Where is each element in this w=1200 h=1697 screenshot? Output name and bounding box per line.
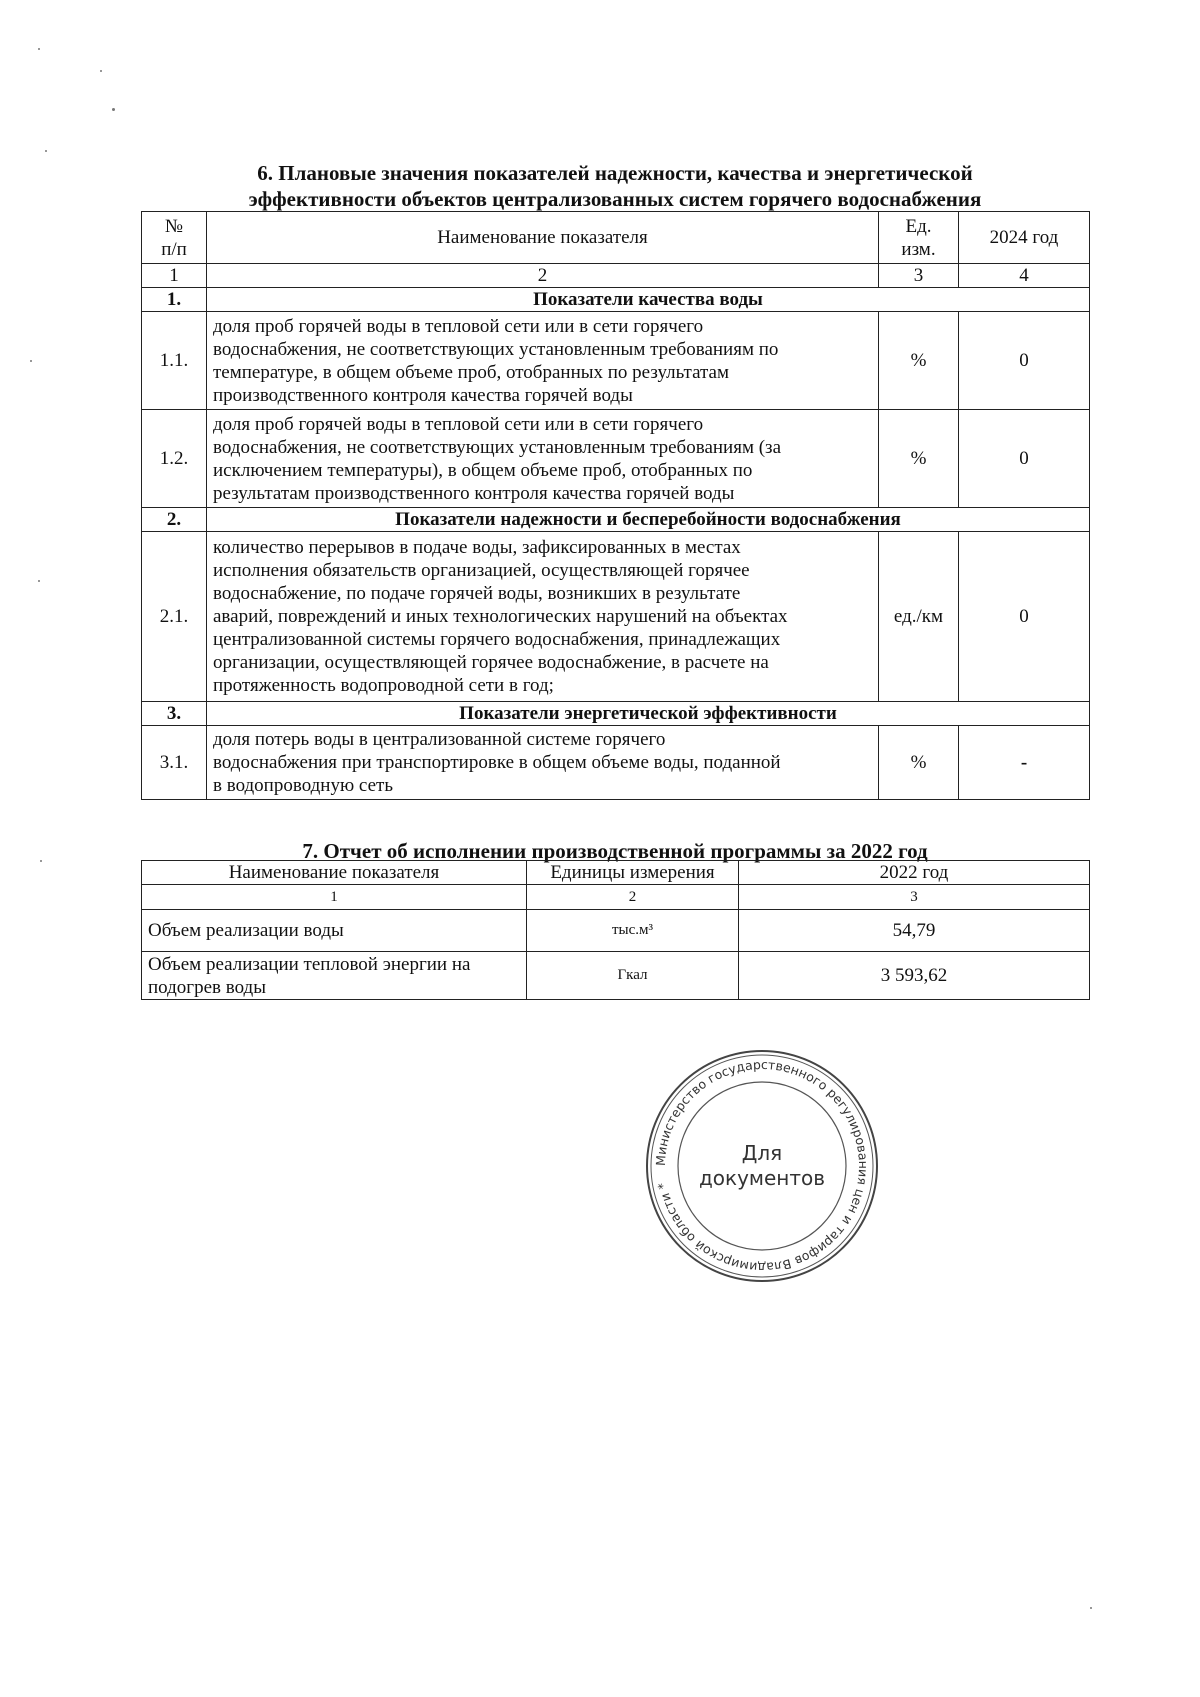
row-name: Объем реализации воды bbox=[142, 910, 527, 952]
row-value: - bbox=[959, 726, 1090, 800]
official-stamp bbox=[644, 1048, 880, 1284]
row-description bbox=[207, 532, 879, 702]
table-row bbox=[142, 952, 1090, 1000]
header-name: Наименование показателя bbox=[142, 861, 527, 885]
group-row bbox=[142, 288, 1090, 312]
table-row bbox=[142, 726, 1090, 800]
header-unit-line-1: Ед. bbox=[905, 215, 932, 237]
description-line: аварий, повреждений и иных технологических нарушений на объектах bbox=[213, 606, 788, 627]
stamp-ring-text: Министерство государственного регулирования цен и тарифов Владимирской области * bbox=[652, 1056, 872, 1276]
header-number-line-1: № bbox=[164, 215, 184, 237]
description-line: температуре, в общем объеме проб, отобранных по результатам bbox=[213, 361, 730, 383]
colnum-3: 3 bbox=[879, 264, 959, 288]
scan-speck bbox=[112, 108, 115, 111]
description-line: водоснабжения при транспортировке в общем объеме воды, поданной bbox=[213, 752, 781, 773]
colnum-2: 2 bbox=[207, 264, 879, 288]
description-line: в водопроводную сеть bbox=[213, 775, 393, 796]
table-row bbox=[142, 312, 1090, 410]
row-value: 3 593,62 bbox=[739, 952, 1090, 1000]
description-line: доля потерь воды в централизованной системе горячего bbox=[213, 729, 666, 750]
row-description bbox=[207, 312, 879, 410]
colnum-1: 1 bbox=[142, 264, 207, 288]
row-unit: % bbox=[879, 410, 959, 508]
header-year: 2024 год bbox=[959, 212, 1090, 264]
description-line: протяженность водопроводной сети в год; bbox=[213, 675, 554, 696]
header-unit bbox=[879, 212, 959, 264]
header-unit: Единицы измерения bbox=[527, 861, 739, 885]
group-title: Показатели надежности и бесперебойности водоснабжения bbox=[207, 508, 1090, 532]
section-6-title bbox=[140, 160, 1090, 212]
scan-speck bbox=[100, 70, 102, 72]
row-value: 0 bbox=[959, 312, 1090, 410]
description-line: водоснабжения, не соответствующих установленным требованиям по bbox=[213, 338, 779, 360]
scan-speck bbox=[38, 48, 40, 50]
table-header-row bbox=[142, 212, 1090, 264]
section-7-title: 7. Отчет об исполнении производственной программы за 2022 год bbox=[302, 839, 928, 863]
group-number: 3. bbox=[142, 702, 207, 726]
header-number bbox=[142, 212, 207, 264]
group-row bbox=[142, 508, 1090, 532]
name-line: Объем реализации тепловой энергии на bbox=[148, 953, 471, 975]
group-title: Показатели качества воды bbox=[207, 288, 1090, 312]
row-unit: Гкал bbox=[527, 952, 739, 1000]
row-number: 1.2. bbox=[142, 410, 207, 508]
description-line: исключением температуры), в общем объеме проб, отобранных по bbox=[213, 459, 753, 481]
description-line: результатам производственного контроля качества горячей воды bbox=[213, 482, 735, 504]
column-number-row bbox=[142, 885, 1090, 910]
colnum-4: 4 bbox=[959, 264, 1090, 288]
group-row bbox=[142, 702, 1090, 726]
table-row bbox=[142, 532, 1090, 702]
description-line: водоснабжения, не соответствующих установленным требованиям (за bbox=[213, 436, 781, 458]
scan-speck bbox=[45, 150, 47, 152]
description-line: доля проб горячей воды в тепловой сети или в сети горячего bbox=[213, 315, 704, 337]
table-row bbox=[142, 910, 1090, 952]
description-line: производственного контроля качества горячей воды bbox=[213, 384, 633, 406]
row-value: 0 bbox=[959, 410, 1090, 508]
group-number: 2. bbox=[142, 508, 207, 532]
row-value: 0 bbox=[959, 532, 1090, 702]
row-number: 1.1. bbox=[142, 312, 207, 410]
header-number-line-2: п/п bbox=[161, 238, 187, 260]
row-name bbox=[142, 952, 527, 1000]
row-description bbox=[207, 726, 879, 800]
header-year: 2022 год bbox=[739, 861, 1090, 885]
column-number-row bbox=[142, 264, 1090, 288]
group-number: 1. bbox=[142, 288, 207, 312]
name-line: подогрев воды bbox=[148, 976, 266, 998]
stamp-center-line-1: Для bbox=[741, 1141, 783, 1165]
scan-speck bbox=[30, 360, 32, 362]
section-6-title-line-2: эффективности объектов централизованных систем горячего водоснабжения bbox=[248, 187, 982, 211]
description-line: доля проб горячей воды в тепловой сети или в сети горячего bbox=[213, 413, 704, 435]
row-unit: % bbox=[879, 312, 959, 410]
table-row bbox=[142, 410, 1090, 508]
description-line: исполнения обязательств организацией, осуществляющей горячее bbox=[213, 560, 750, 581]
table-header-row bbox=[142, 861, 1090, 885]
description-line: количество перерывов в подаче воды, зафиксированных в местах bbox=[213, 537, 741, 558]
row-number: 2.1. bbox=[142, 532, 207, 702]
description-line: водоснабжение, по подаче горячей воды, возникших в результате bbox=[213, 583, 741, 604]
description-line: организации, осуществляющей горячее водоснабжение, в расчете на bbox=[213, 652, 769, 673]
colnum-2: 2 bbox=[527, 885, 739, 910]
row-value: 54,79 bbox=[739, 910, 1090, 952]
description-line: централизованной системы горячего водоснабжения, принадлежащих bbox=[213, 629, 781, 650]
report-table bbox=[141, 860, 1090, 1000]
indicators-table bbox=[141, 211, 1090, 800]
colnum-1: 1 bbox=[142, 885, 527, 910]
group-title: Показатели энергетической эффективности bbox=[207, 702, 1090, 726]
header-name: Наименование показателя bbox=[207, 212, 879, 264]
stamp-center-line-2: документов bbox=[698, 1166, 826, 1190]
scan-speck bbox=[38, 580, 40, 582]
scan-speck bbox=[40, 860, 42, 862]
row-unit: % bbox=[879, 726, 959, 800]
row-unit: ед./км bbox=[879, 532, 959, 702]
header-unit-line-2: изм. bbox=[901, 238, 936, 260]
row-description bbox=[207, 410, 879, 508]
row-unit: тыс.м³ bbox=[527, 910, 739, 952]
section-6-title-line-1: 6. Плановые значения показателей надежности, качества и энергетической bbox=[257, 161, 973, 185]
stamp-center-text bbox=[644, 1048, 880, 1284]
row-number: 3.1. bbox=[142, 726, 207, 800]
scan-speck bbox=[1090, 1607, 1092, 1609]
colnum-3: 3 bbox=[739, 885, 1090, 910]
